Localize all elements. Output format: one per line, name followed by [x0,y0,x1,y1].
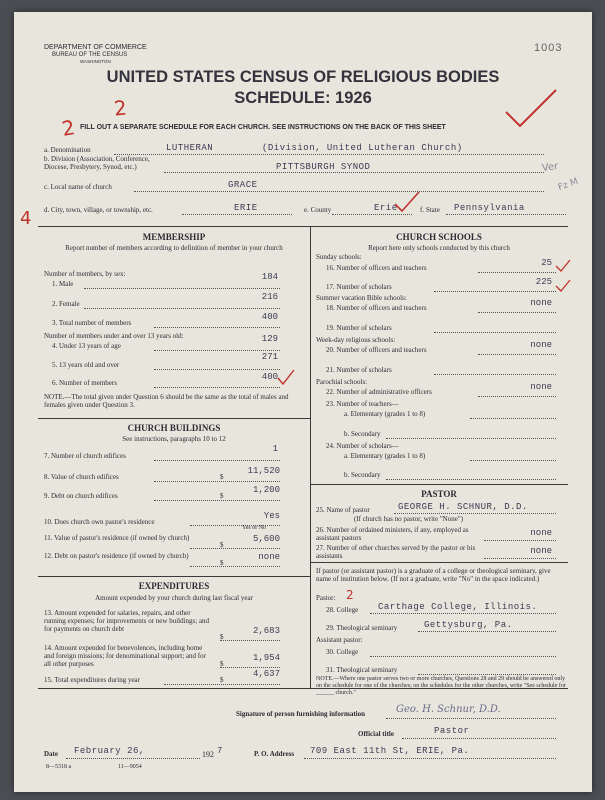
year-digit: 7 [217,746,223,756]
official-title-label: Official title [358,730,394,738]
po-address-label: P. O. Address [254,750,295,758]
q8-value: 11,520 [247,466,280,476]
city-value: ERIE [234,203,258,213]
q14-dollar: $ [220,660,224,668]
q2-label: 2. Female [52,300,80,308]
buildings-title: CHURCH BUILDINGS [127,423,221,433]
buildings-subtitle: See instructions, paragraphs 10 to 12 [122,435,226,443]
signature-value: Geo. H. Schnur, D.D. [396,704,501,715]
q15-dollar: $ [220,676,224,684]
q21-label: 21. Number of scholars [326,366,392,374]
q7-label: 7. Number of church edifices [44,452,126,460]
q6-value: 400 [261,372,278,382]
parochial-schools-label: Parochial schools: [316,378,368,386]
q10-value: Yes [263,511,280,521]
q25-value: GEORGE H. SCHNUR, D.D. [398,502,528,512]
form-code: 8—5318 a [46,764,72,770]
q8-dollar: $ [220,473,224,481]
sunday-schools-label: Sunday schools: [316,253,362,261]
po-address-value: 709 East 11th St, ERIE, Pa. [310,746,470,756]
q15-label: 15. Total expenditures during year [44,676,140,684]
margin-note-ver: Ver [541,160,560,175]
q5-label: 5. 13 years old and over [52,361,120,369]
q20-value: none [530,340,552,350]
pastor-handwritten-mark: 2 [346,588,354,602]
q25-note: (If church has no pastor, write "None") [354,515,464,523]
q16-value: 25 [541,258,552,268]
q13-label: 13. Amount expended for salaries, repairs, and other running expenses; for improvements or new buildings; and for payments on church debt [44,609,210,633]
q9-label: 9. Debt on church edifices [44,492,118,500]
q7-value: 1 [272,444,278,454]
membership-note: NOTE.—The total given under Question 6 should be the same as the total of males and females given under Question 3. [44,393,289,409]
city-label: d. City, town, village, or township, etc. [44,206,153,214]
handwritten-mark-2-left: 2 [60,115,77,141]
q8-label: 8. Value of church edifices [44,473,119,481]
q27-value: none [530,546,552,556]
county-value: Erie [374,203,398,213]
schools-subtitle: Report here only schools conducted by this church [368,244,510,252]
q17-label: 17. Number of scholars [326,283,392,291]
q1-label: 1. Male [52,280,74,288]
state-label: f. State [420,206,440,214]
denomination-label: a. Denomination [44,146,91,154]
form-title: UNITED STATES CENSUS OF RELIGIOUS BODIES [106,68,500,86]
yes-no-hint: Yes or No [242,525,267,531]
q30-label: 30. College [326,648,359,656]
q22-label: 22. Number of administrative officers [326,388,432,396]
handwritten-mark-2: 2 [112,95,128,121]
q9-value: 1,200 [252,485,280,495]
membership-title: MEMBERSHIP [142,232,206,242]
q12-value: none [258,552,280,562]
local-name-label: c. Local name of church [44,183,112,191]
q4-value: 129 [261,334,278,344]
q5-value: 271 [261,352,278,362]
q1-value: 184 [261,272,278,282]
department-label: DEPARTMENT OF COMMERCE [44,44,147,51]
division-value: PITTSBURGH SYNOD [276,162,371,172]
q23-label: 23. Number of teachers— [326,400,399,408]
denomination-value: LUTHERAN [166,143,214,153]
q22-value: none [530,382,552,392]
q20-label: 20. Number of officers and teachers [326,346,427,354]
q11-dollar: $ [220,541,224,549]
q3-value: 400 [261,312,278,322]
weekday-schools-label: Week-day religious schools: [316,336,396,344]
expenditures-subtitle: Amount expended by your church during last fiscal year [95,594,253,602]
red-check-county-icon [392,190,422,214]
pastor-title: PASTOR [421,489,457,499]
q10-label: 10. Does church own pastor's residence [44,518,155,526]
q19-label: 19. Number of scholars [326,324,392,332]
q17-value: 225 [535,277,552,287]
q15-value: 4,637 [252,669,280,679]
schools-title: CHURCH SCHOOLS [396,232,482,242]
q29-label: 29. Theological seminary [326,624,398,632]
q28-label: 28. College [326,606,359,614]
city-label: WASHINGTON [80,59,111,64]
q31-label: 31. Theological seminary [326,666,398,674]
q12-dollar: $ [220,559,224,567]
q26-value: none [530,528,552,538]
date-label: Date [44,750,58,758]
q28-value: Carthage College, Illinois. [378,602,538,612]
q24a-label: a. Elementary (grades 1 to 8) [344,452,426,460]
q16-label: 16. Number of officers and teachers [326,264,427,272]
under-over-label: Number of members under and over 13 years old: [44,332,184,340]
membership-subtitle: Report number of members according to definition of member in your church [65,244,283,252]
handwritten-mark-4: 4 [20,208,32,229]
q25-label: 25. Name of pastor [316,506,370,514]
members-by-sex-label: Number of members, by sex: [44,270,126,278]
q18-value: none [530,298,552,308]
q24-label: 24. Number of scholars— [326,442,399,450]
q13-value: 2,683 [252,626,280,636]
q9-dollar: $ [220,492,224,500]
q24b-label: b. Secondary [344,471,381,479]
red-check-schools-icon [554,258,574,292]
instruction-line: FILL OUT A SEPARATE SCHEDULE FOR EACH CHURCH. SEE INSTRUCTIONS ON THE BACK OF THIS SHEET [80,124,446,131]
bureau-label: BUREAU OF THE CENSUS [52,52,128,58]
q12-label: 12. Debt on pastor's residence (if owned by church) [44,552,189,560]
q14-label: 14. Amount expended for benevolences, including home and foreign missions; for denominational support; and for all other purposes [44,644,206,668]
stamp-number: 1003 [534,42,563,54]
expenditures-title: EXPENDITURES [138,581,210,591]
denomination-note: (Division, United Lutheran Church) [262,143,463,153]
red-check-q6-icon [276,368,296,386]
red-check-mark-icon [500,86,560,136]
q2-value: 216 [261,292,278,302]
q23a-label: a. Elementary (grades 1 to 8) [344,410,426,418]
q11-label: 11. Value of pastor's residence (if owned by church) [44,534,190,542]
graduate-note: If pastor (or assistant pastor) is a graduate of a college or theological seminary, give name of institution below. (If not a graduate, write "No" in the space indicated.) [316,567,551,583]
q14-value: 1,954 [252,653,280,663]
local-name-value: GRACE [228,180,258,190]
q11-value: 5,600 [252,534,280,544]
year-prefix: 192 [202,750,214,759]
q18-label: 18. Number of officers and teachers [326,304,427,312]
date-value: February 26, [74,746,145,756]
margin-initials: Fz M [556,176,580,194]
state-value: Pennsylvania [454,203,525,213]
signature-label: Signature of person furnishing information [236,710,365,718]
pastor-sub-label: Pastor: [316,594,336,602]
assistant-pastor-label: Assistant pastor: [316,636,363,644]
schedule-title: SCHEDULE: 1926 [234,89,372,107]
q27-label: 27. Number of other churches served by the pastor or his assistants [316,544,476,560]
q6-label: 6. Number of members [52,379,117,387]
census-schedule-sheet [14,12,592,792]
q23b-label: b. Secondary [344,430,381,438]
q29-value: Gettysburg, Pa. [424,620,513,630]
pastor-note: NOTE.—Where one pastor serves two or more churches, Questions 28 and 29 should be answered only on the schedule for one of the churches; on the schedules for the other churches, write "See schedule for ______ church." [316,676,566,696]
q26-label: 26. Number of ordained ministers, if any, employed as assistant pastors [316,526,469,542]
county-label: e. County [304,206,332,214]
q4-label: 4. Under 13 years of age [52,342,121,350]
official-title-value: Pastor [434,726,470,736]
print-code: 11—9054 [118,764,142,770]
q13-dollar: $ [220,633,224,641]
q3-label: 3. Total number of members [52,319,132,327]
summer-schools-label: Summer vacation Bible schools: [316,294,407,302]
division-label: b. Division (Association, Conference, Diocese, Presbytery, Synod, etc.) [44,155,150,171]
